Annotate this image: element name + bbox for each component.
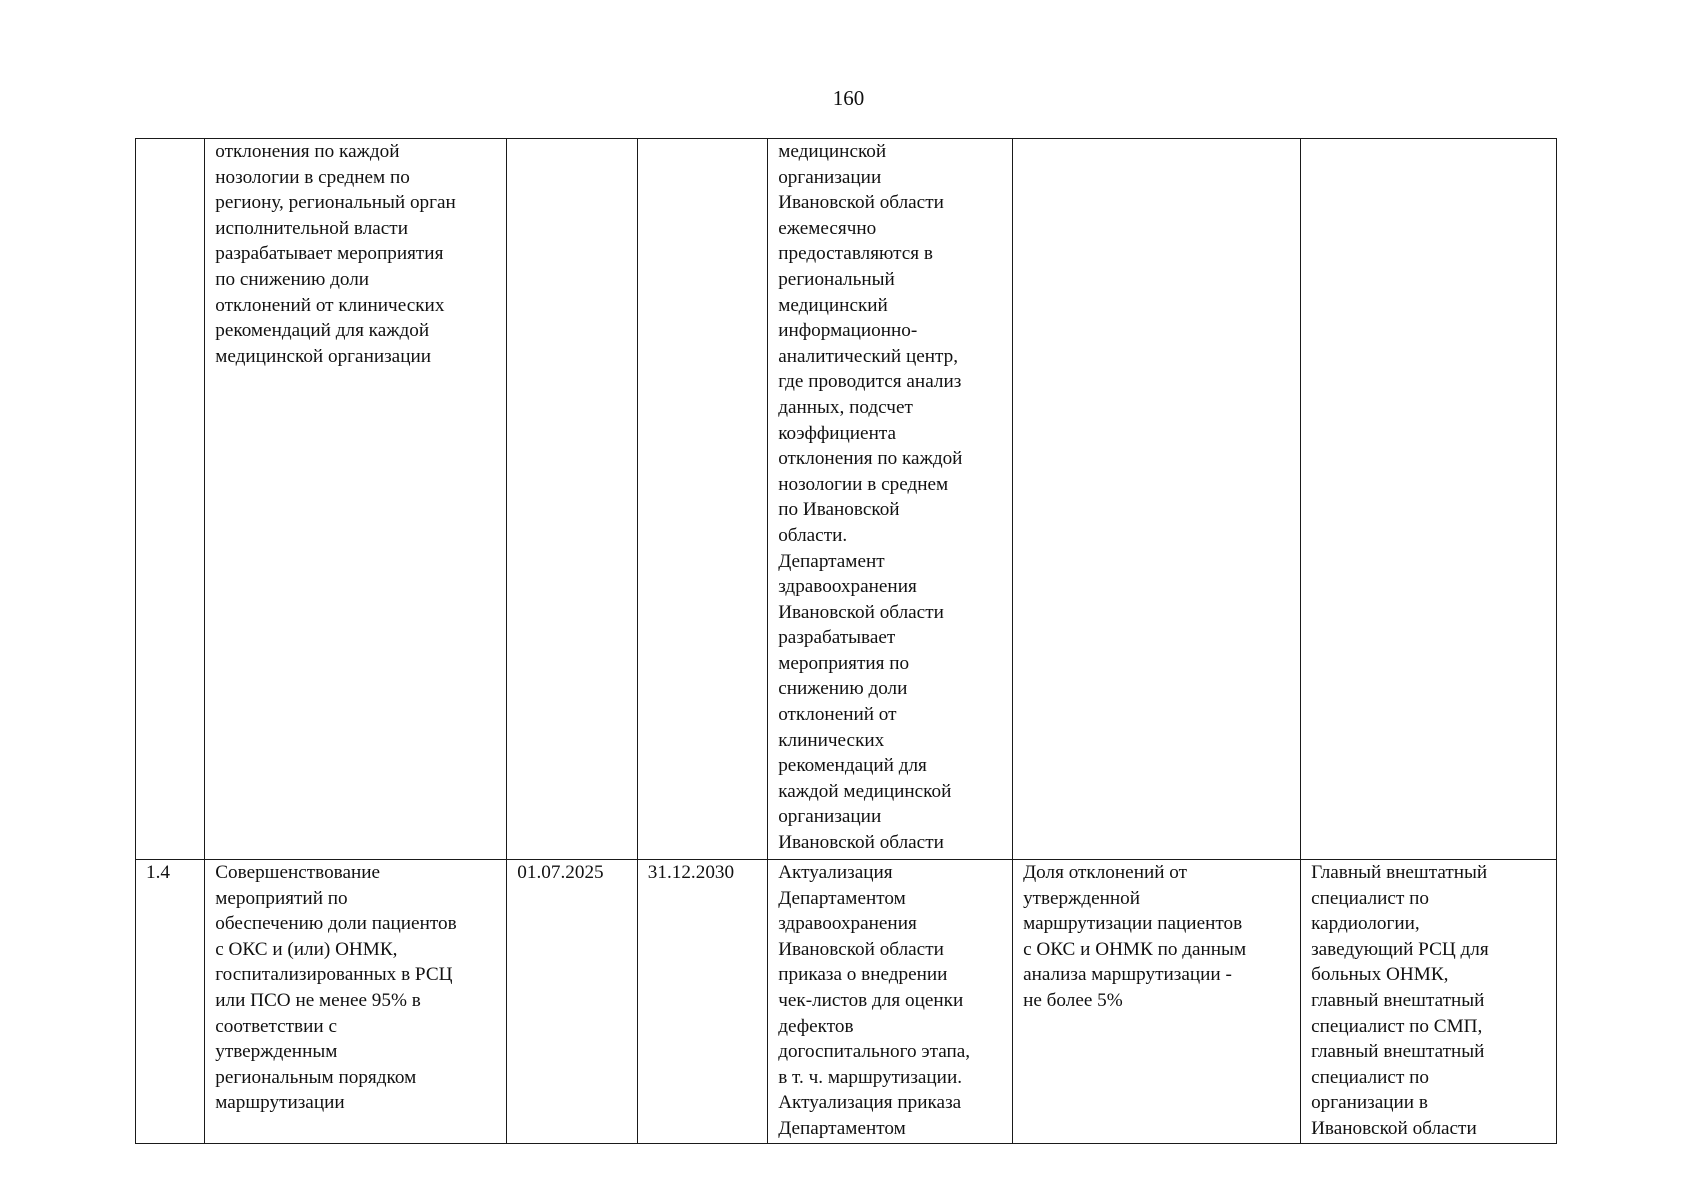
- table-row: [136, 139, 1557, 860]
- page-number: 160: [832, 86, 865, 110]
- cell-end-date: 31.12.2030: [637, 860, 767, 1144]
- cell-end-date: [637, 139, 767, 860]
- cell-indicator: [1013, 139, 1301, 860]
- cell-responsible: Главный внештатный специалист по кардиологии, заведующий РСЦ для больных ОНМК, главный внештатный специалист по СМП, главный внештатный специалист по организации в Ивановской области: [1301, 860, 1557, 1144]
- cell-start-date: [507, 139, 637, 860]
- cell-responsible: [1301, 139, 1557, 860]
- cell-start-date: 01.07.2025: [507, 860, 637, 1144]
- cell-description: Актуализация Департаментом здравоохранения Ивановской области приказа о внедрении чек-листов для оценки дефектов догоспитального этапа, в т. ч. маршрутизации. Актуализация приказа Департаментом: [768, 860, 1013, 1144]
- cell-number: [136, 139, 205, 860]
- table-row: [136, 860, 1557, 1144]
- cell-activity: Совершенствование мероприятий по обеспечению доли пациентов с ОКС и (или) ОНМК, госпитализированных в РСЦ или ПСО не менее 95% в соответствии с утвержденным региональным порядком маршрутизации: [205, 860, 507, 1144]
- cell-description: медицинской организации Ивановской области ежемесячно предоставляются в региональный медицинский информационно- аналитический центр, где проводится анализ данных, подсчет коэффициента отклонения по каждой нозологии в среднем по Ивановской области. Департамент здравоохранения Ивановской области разрабатывает мероприятия по снижению доли отклонений от клинических рекомендаций для каждой медицинской организации Ивановской области: [768, 139, 1013, 860]
- cell-indicator: Доля отклонений от утвержденной маршрутизации пациентов с ОКС и ОНМК по данным анализа маршрутизации - не более 5%: [1013, 860, 1301, 1144]
- cell-activity: отклонения по каждой нозологии в среднем по региону, региональный орган исполнительной власти разрабатывает мероприятия по снижению доли отклонений от клинических рекомендаций для каждой медицинской организации: [205, 139, 507, 860]
- measures-table: [135, 138, 1557, 1144]
- cell-number: 1.4: [136, 860, 205, 1144]
